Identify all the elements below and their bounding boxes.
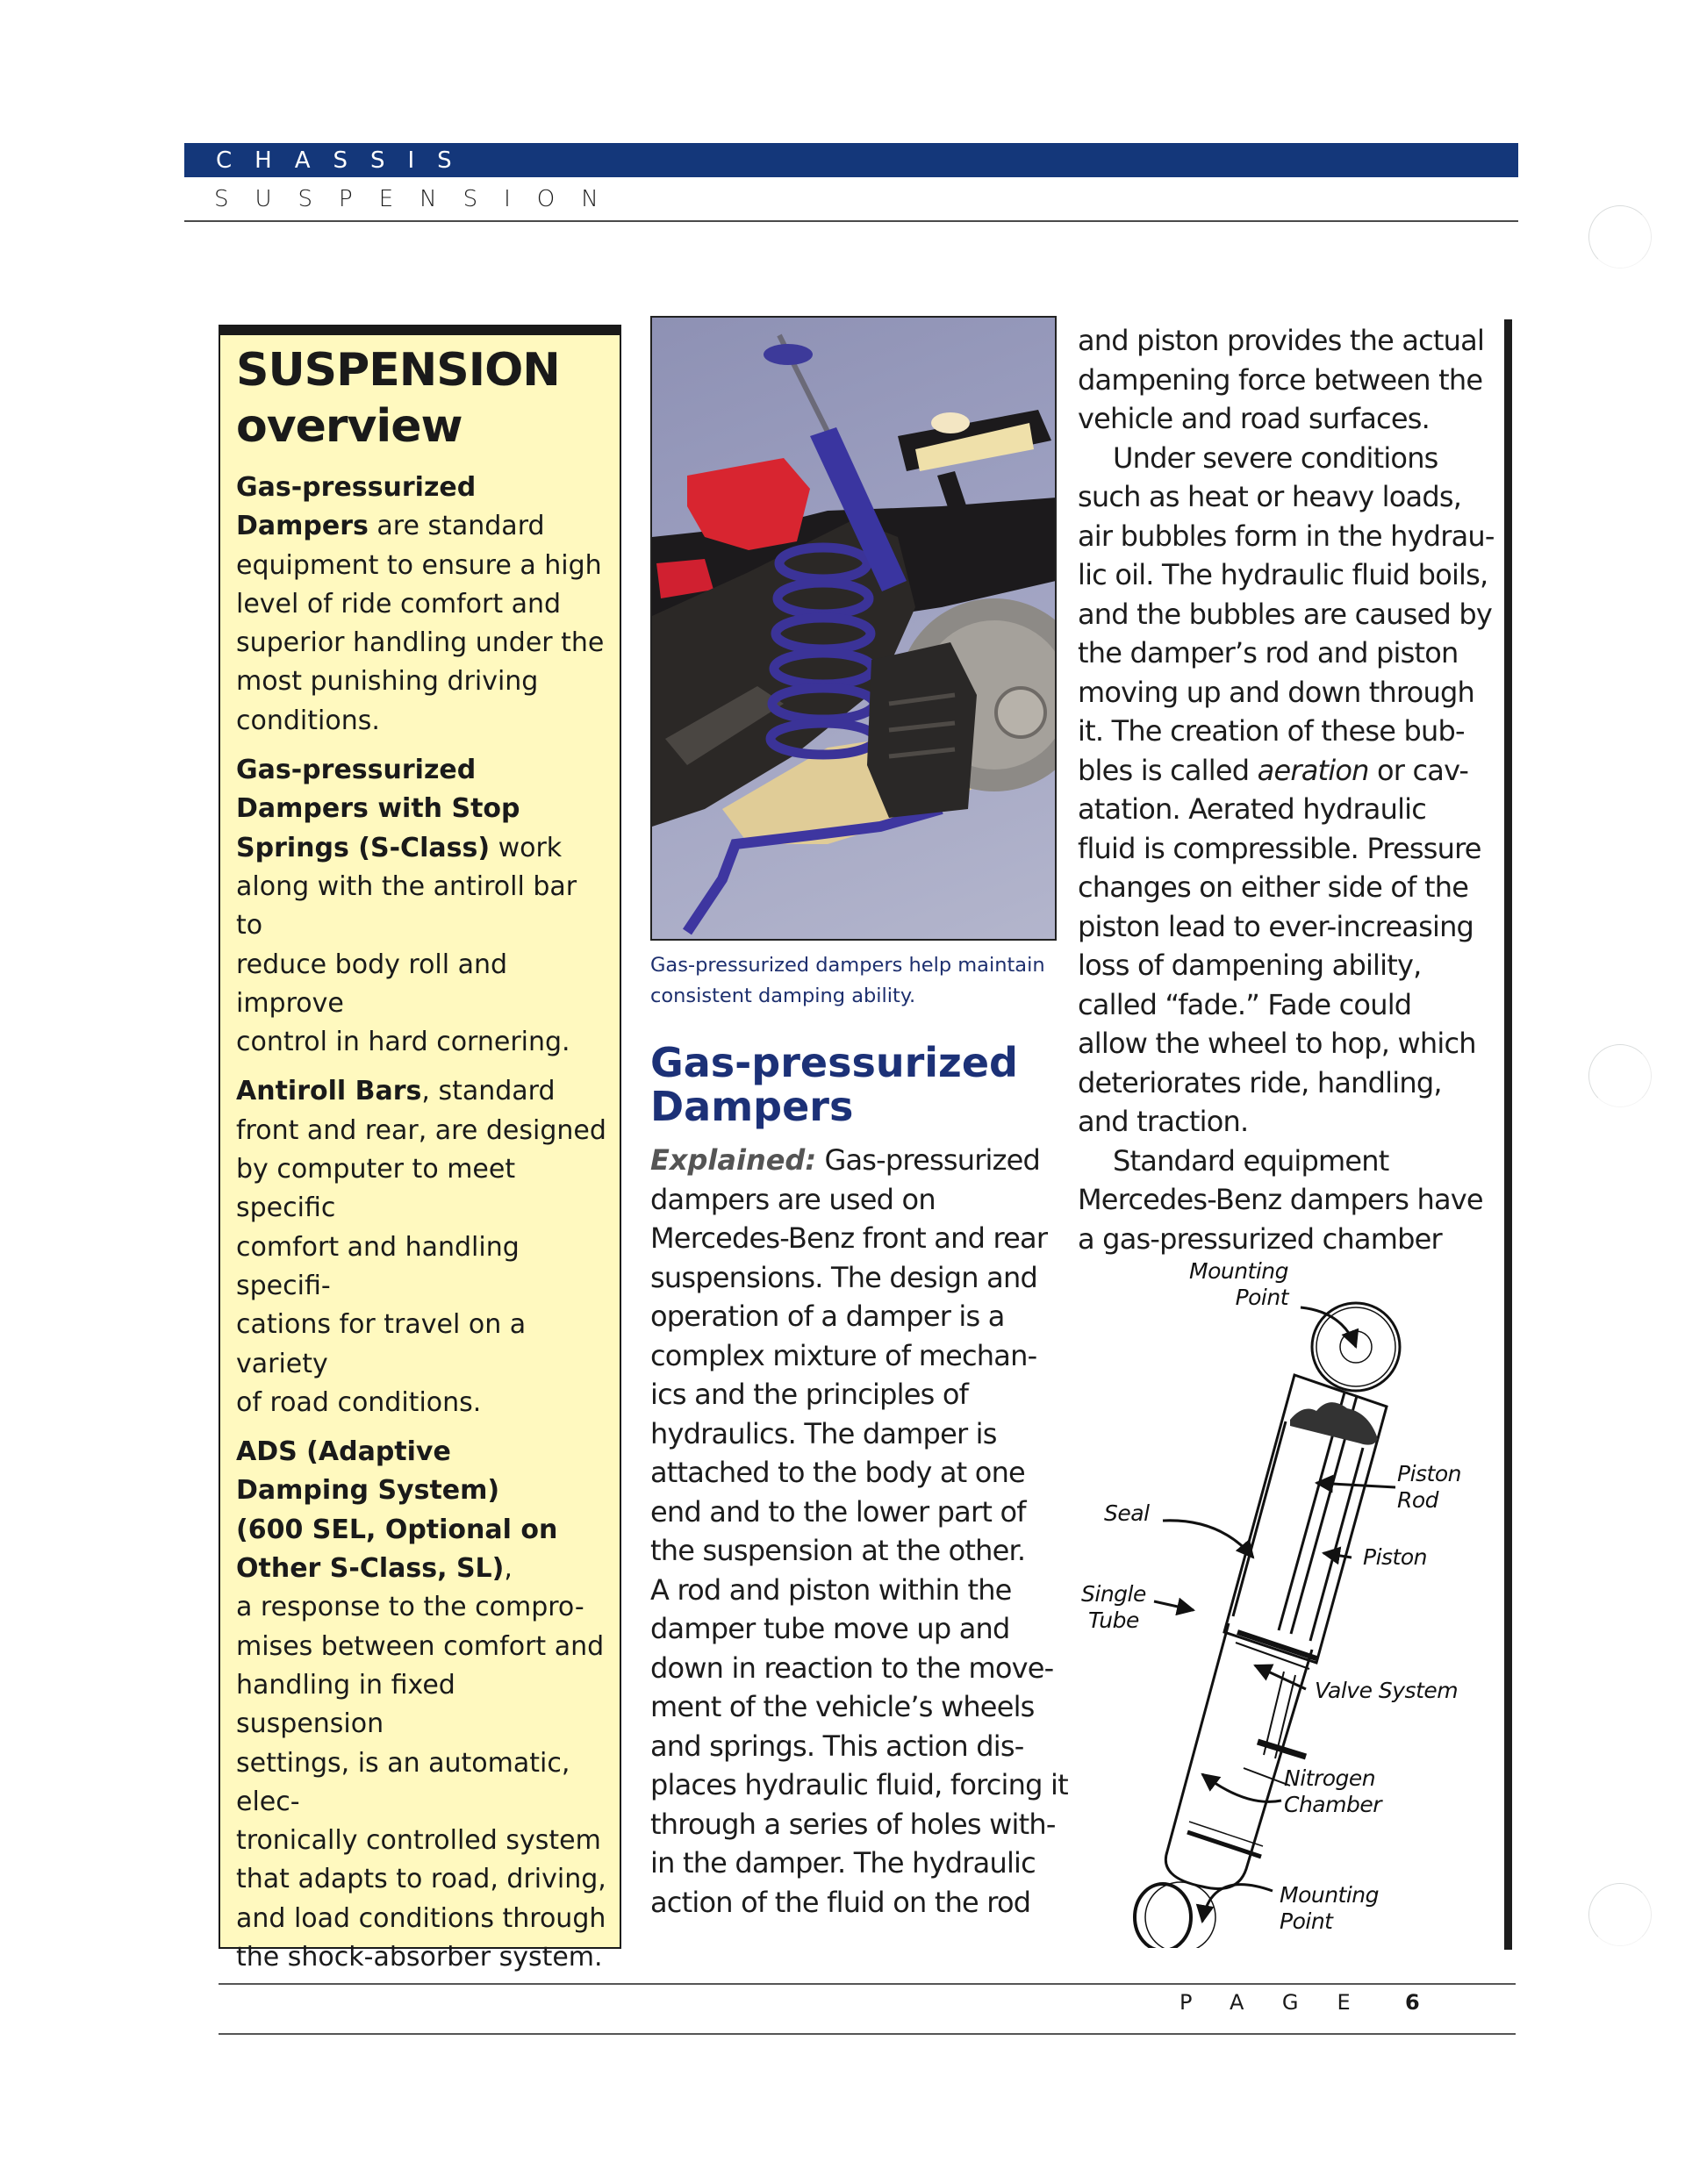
sidebar-entry: [236, 1072, 607, 1422]
sidebar-entry-line: level of ride comfort and: [236, 588, 562, 619]
body-line: such as heat or heavy loads,: [1078, 480, 1462, 513]
punch-hole: [1588, 205, 1652, 269]
body-line: lic oil. The hydraulic fluid boils,: [1078, 558, 1488, 591]
sidebar-entry-line: a response to the compro-: [236, 1592, 584, 1623]
article-body-column-2: [1078, 321, 1495, 1258]
body-line: changes on either side of the: [1078, 870, 1469, 904]
body-line: and traction.: [1078, 1105, 1249, 1138]
sidebar-entry: [236, 469, 607, 741]
punch-hole: [1588, 1044, 1652, 1107]
sidebar-entry-line: conditions.: [236, 705, 380, 736]
body-line: end and to the lower part of: [650, 1494, 1026, 1529]
sidebar-entry-line: reduce body roll and improve: [236, 949, 508, 1019]
overview-sidebar: [219, 325, 621, 1973]
body-line: the suspension at the other.: [650, 1534, 1026, 1567]
body-line: air bubbles form in the hydrau-: [1078, 519, 1495, 553]
sidebar-entry-line: Damping System): [236, 1475, 500, 1507]
body-line: moving up and down through: [1078, 675, 1474, 709]
label-line: Rod: [1397, 1487, 1439, 1513]
sidebar-entry: [236, 751, 607, 1062]
suspension-photo: [650, 316, 1057, 941]
sidebar-entry-line: Other S-Class, SL),: [236, 1553, 513, 1585]
section-title: CHASSIS: [216, 147, 475, 174]
sidebar-entry-line: control in hard cornering.: [236, 1027, 570, 1058]
heading-line: Dampers: [650, 1083, 854, 1130]
label-single-tube: [1081, 1581, 1146, 1634]
label-line: Point: [1235, 1285, 1289, 1310]
body-line: in the damper. The hydraulic: [650, 1846, 1036, 1880]
sidebar-entry-line: the shock-absorber system.: [236, 1941, 603, 1973]
punch-hole: [1588, 1883, 1652, 1946]
sidebar-entry-line: Dampers are standard: [236, 511, 545, 542]
article-heading: [650, 1041, 1018, 1128]
label-seal: Seal: [1104, 1500, 1150, 1526]
body-line: and piston provides the actual: [1078, 324, 1485, 357]
label-piston: Piston: [1363, 1544, 1427, 1570]
section-band: [184, 143, 1518, 177]
body-line: vehicle and road surfaces.: [1078, 402, 1430, 435]
sidebar-entry-line: and load conditions through: [236, 1902, 606, 1934]
heading-line: Gas-pressurized: [650, 1039, 1018, 1086]
body-line: action of the fluid on the rod: [650, 1885, 1031, 1919]
body-line: fluid is compressible. Pressure: [1078, 831, 1481, 865]
lead-in: Explained:: [650, 1143, 817, 1177]
label-line: Single: [1081, 1581, 1146, 1607]
body-line: complex mixture of mechan-: [650, 1338, 1037, 1372]
body-line: called “fade.” Fade could: [1078, 987, 1412, 1021]
body-line: Explained: Gas-pressurized: [650, 1143, 1041, 1177]
body-line: ics and the principles of: [650, 1378, 969, 1411]
label-line: Chamber: [1284, 1792, 1382, 1817]
sidebar-entry-line: Dampers with Stop: [236, 793, 520, 825]
body-line: through a series of holes with-: [650, 1807, 1056, 1841]
label-mounting-point-bottom: [1280, 1882, 1379, 1935]
body-line: and the bubbles are caused by: [1078, 597, 1493, 631]
sidebar-entry-line: tronically controlled system: [236, 1825, 601, 1857]
label-mounting-point-top: [1189, 1258, 1288, 1311]
body-line: the damper’s rod and piston: [1078, 636, 1459, 670]
sidebar-entry-line: ADS (Adaptive: [236, 1436, 451, 1468]
body-line: and springs. This action dis-: [650, 1729, 1024, 1763]
label-nitrogen-chamber: [1284, 1765, 1381, 1818]
sidebar-entry-line: handling in fixed suspension: [236, 1669, 455, 1740]
body-line: a gas-pressurized chamber: [1078, 1221, 1442, 1256]
label-line: Piston: [1397, 1461, 1461, 1486]
photo-caption: [650, 950, 1063, 1012]
body-line: deteriorates ride, handling,: [1078, 1065, 1442, 1099]
body-line: Standard equipment: [1113, 1143, 1389, 1178]
sidebar-title: [236, 342, 607, 455]
sidebar-entry-line: by computer to meet specific: [236, 1154, 516, 1224]
body-line: A rod and piston within the: [650, 1572, 1012, 1607]
body-line: suspensions. The design and: [650, 1260, 1037, 1294]
footer-divider-bottom: [219, 2033, 1516, 2035]
label-line: Point: [1280, 1908, 1333, 1934]
body-line: dampers are used on: [650, 1182, 936, 1216]
suspension-photo-illustration: [652, 318, 1057, 941]
label-line: Tube: [1088, 1608, 1139, 1633]
sidebar-entry-line: Antiroll Bars, standard: [236, 1076, 556, 1107]
caption-line: Gas-pressurized dampers help maintain: [650, 954, 1045, 977]
body-line: hydraulics. The damper is: [650, 1416, 997, 1450]
sidebar-entry-line: equipment to ensure a high: [236, 549, 602, 581]
sidebar-title-line: SUSPENSION: [236, 344, 560, 397]
sidebar-entry-line: of road conditions.: [236, 1386, 482, 1418]
sidebar-entry-line: along with the antiroll bar to: [236, 870, 577, 942]
sidebar-entry-line: (600 SEL, Optional on: [236, 1514, 558, 1545]
body-line: places hydraulic fluid, forcing it: [650, 1768, 1068, 1801]
body-line: bles is called aeration or cav-: [1078, 753, 1469, 787]
caption-line: consistent damping ability.: [650, 985, 916, 1007]
body-line: ment of the vehicle’s wheels: [650, 1690, 1035, 1723]
footer-divider-top: [219, 1983, 1516, 1985]
body-line: atation. Aerated hydraulic: [1078, 792, 1427, 826]
sidebar-entry-line: Gas-pressurized: [236, 472, 477, 503]
sidebar-entry-line: Gas-pressurized: [236, 755, 477, 786]
page-number: 6: [1405, 1990, 1420, 2015]
body-line: Mercedes-Benz front and rear: [650, 1221, 1048, 1255]
body-line: dampening force between the: [1078, 362, 1483, 397]
sidebar-entry-line: mises between comfort and: [236, 1630, 605, 1662]
body-line: Mercedes-Benz dampers have: [1078, 1183, 1483, 1216]
body-line: operation of a damper is a: [650, 1300, 1005, 1333]
label-line: Mounting: [1280, 1882, 1380, 1908]
body-line: damper tube move up and: [650, 1612, 1010, 1645]
sidebar-entry-line: comfort and handling specifi-: [236, 1231, 520, 1301]
subsection-title: SUSPENSION: [214, 186, 625, 212]
label-piston-rod: [1397, 1461, 1461, 1514]
body-line: Under severe conditions: [1113, 440, 1438, 475]
body-line: it. The creation of these bub-: [1078, 714, 1465, 748]
body-line: loss of dampening ability,: [1078, 949, 1422, 982]
body-line: down in reaction to the move-: [650, 1651, 1054, 1685]
body-line: piston lead to ever-increasing: [1078, 909, 1474, 943]
sidebar-entry-line: superior handling under the: [236, 627, 605, 659]
body-line: allow the wheel to hop, which: [1078, 1027, 1476, 1060]
sidebar-entry: [236, 1433, 607, 1977]
sidebar-entry-line: that adapts to road, driving,: [236, 1864, 606, 1895]
header-divider: [184, 220, 1518, 222]
sidebar-entry-line: Springs (S-Class) work: [236, 832, 563, 863]
body-line: attached to the body at one: [650, 1456, 1025, 1489]
sidebar-entry-line: settings, is an automatic, elec-: [236, 1747, 570, 1817]
label-line: Mounting: [1189, 1258, 1289, 1284]
sidebar-entry-line: cations for travel on a variety: [236, 1309, 527, 1379]
sidebar-entry-line: front and rear, are designed: [236, 1114, 606, 1146]
label-valve-system: Valve System: [1315, 1678, 1459, 1703]
damper-diagram: [1071, 1258, 1492, 1948]
sidebar-entries: [236, 469, 607, 1977]
sidebar-entry-line: most punishing driving: [236, 666, 539, 698]
page-label: PAGE: [1180, 1990, 1389, 2015]
label-line: Nitrogen: [1284, 1765, 1376, 1791]
sidebar-title-line: overview: [236, 400, 462, 453]
column-rule: [1504, 319, 1512, 1950]
article-body-column-1: [650, 1141, 1068, 1922]
